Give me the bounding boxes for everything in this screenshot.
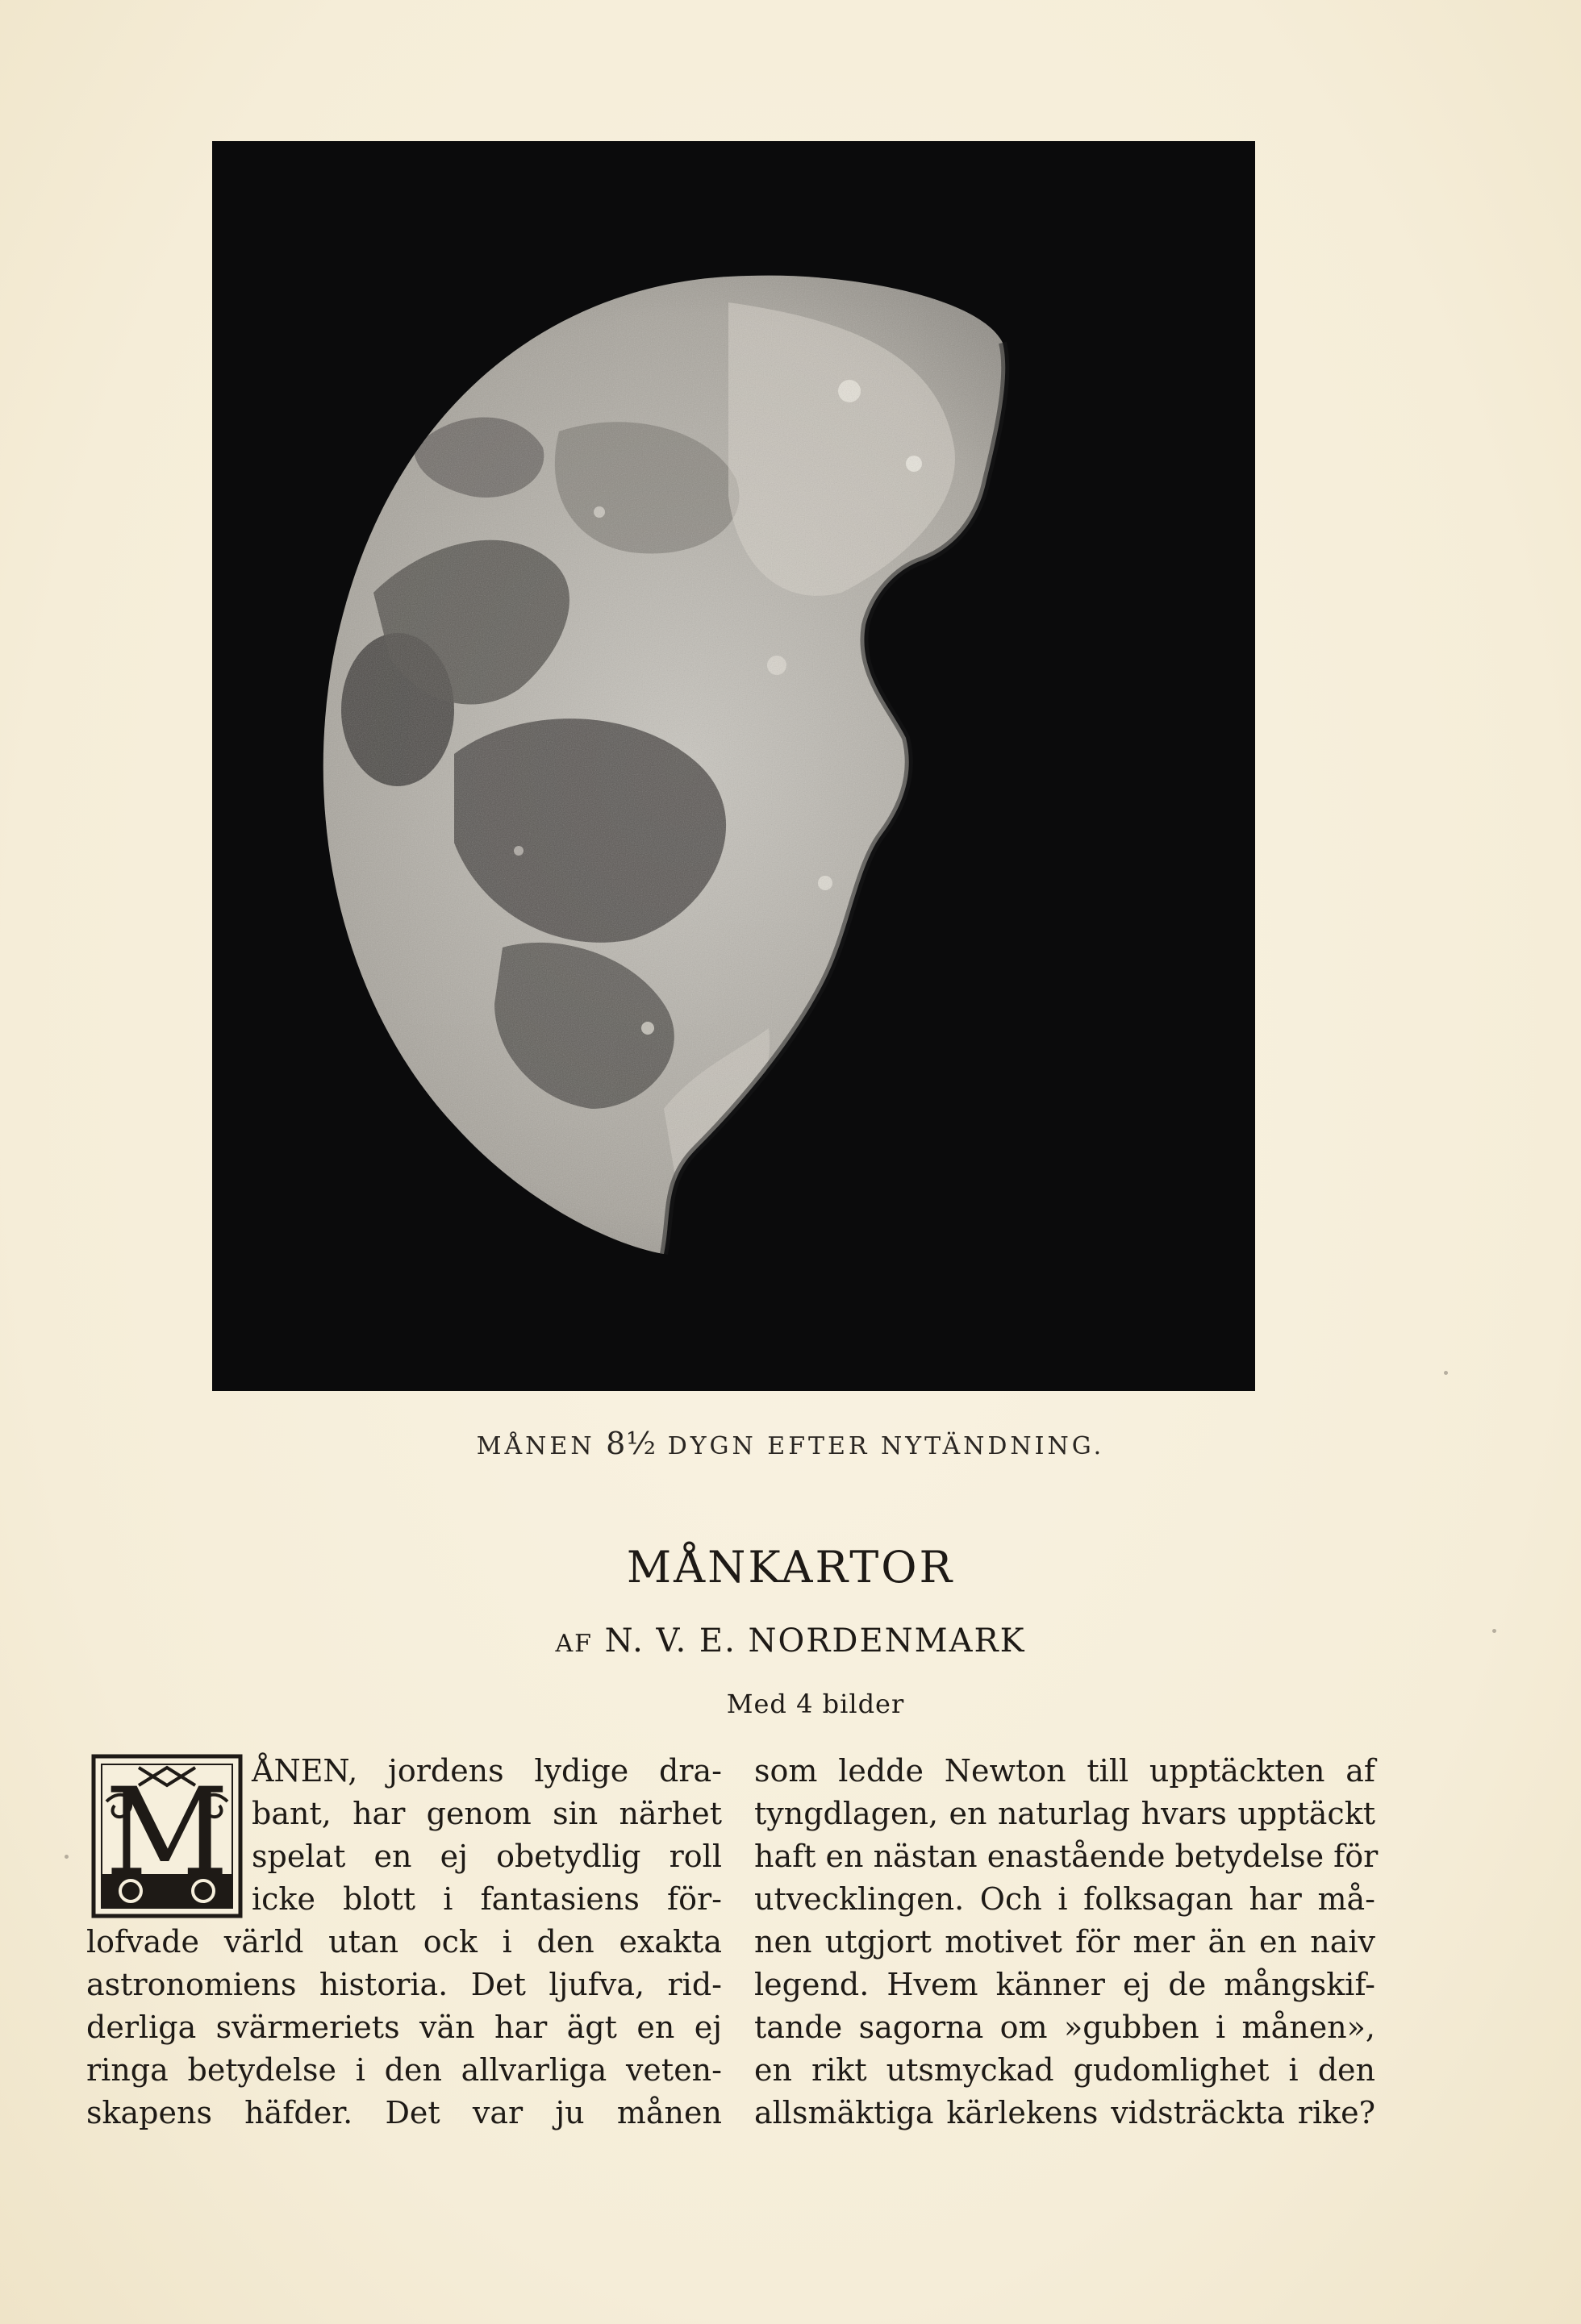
moon-image: [212, 141, 1255, 1391]
right-line-7: tande sagorna om »gubben i månen»,: [754, 2010, 1375, 2045]
left-line-8: ringa betydelse i den allvarliga veten-: [86, 2052, 722, 2088]
drop-cap-letter: M: [105, 1763, 229, 1903]
right-line-2: tyngdlagen, en naturlag hvars upptäckt: [754, 1796, 1375, 1831]
right-line-3: haft en nästan enastående betydelse för: [754, 1839, 1379, 1874]
right-line-4: utvecklingen. Och i folksagan har må-: [754, 1881, 1375, 1917]
right-line-8: en rikt utsmyckad gudomlighet i den: [754, 2052, 1375, 2088]
byline-prefix: AF: [555, 1630, 593, 1658]
right-line-6: legend. Hvem känner ej de mångskif-: [754, 1967, 1375, 2002]
caption-suffix: DYGN EFTER NYTÄNDNING.: [667, 1432, 1105, 1460]
right-column-text: [754, 1750, 1379, 2134]
right-line-9: allsmäktiga kärlekens vidsträckta rike?: [754, 2095, 1375, 2130]
paper-speck: [65, 1855, 69, 1859]
left-line-1: ÅNEN, jordens lydige dra-: [252, 1753, 722, 1789]
paper-speck: [1444, 1371, 1448, 1375]
article-title: MÅNKARTOR: [626, 1542, 955, 1593]
right-line-5: nen utgjort motivet för mer än en naiv: [754, 1924, 1375, 1960]
left-line-9: skapens häfder. Det var ju månen: [86, 2095, 722, 2130]
byline-author: N. V. E. NORDENMARK: [604, 1622, 1026, 1660]
paper-speck: [1492, 1629, 1496, 1633]
left-line-7: derliga svärmeriets vän har ägt en ej: [86, 2010, 722, 2045]
right-line-1: som ledde Newton till upptäckten af: [754, 1753, 1375, 1789]
left-line-3: spelat en ej obetydlig roll: [252, 1839, 722, 1874]
left-line-5: lofvade värld utan ock i den exakta: [86, 1924, 722, 1960]
moon-photograph: [212, 141, 1255, 1391]
image-count-note: Med 4 bilder: [726, 1689, 905, 1719]
left-line-2: bant, har genom sin närhet: [252, 1796, 722, 1831]
left-line-6: astronomiens historia. Det ljufva, rid-: [86, 1967, 722, 2002]
article-byline: [0, 1622, 1581, 1660]
left-column-text: [86, 1750, 722, 2134]
left-line-4: icke blott i fantasiens för-: [252, 1881, 722, 1917]
figure-caption: [0, 1426, 1581, 1461]
caption-fraction: 8½: [606, 1426, 657, 1461]
caption-prefix: MÅNEN: [476, 1432, 595, 1460]
